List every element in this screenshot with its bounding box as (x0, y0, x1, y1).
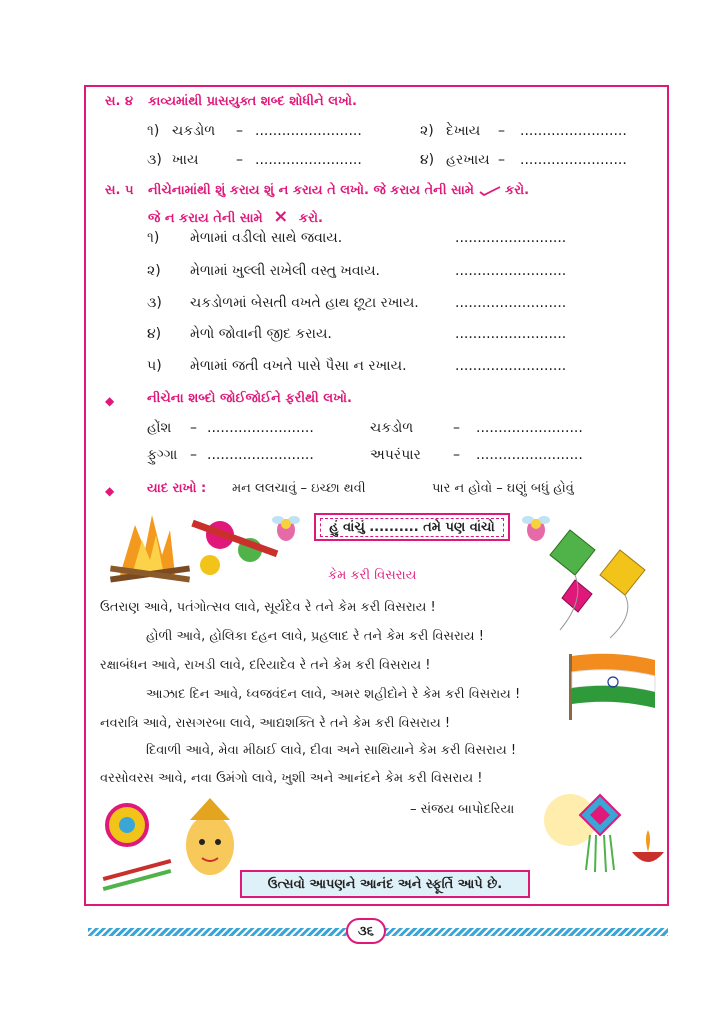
q5-item-2-num: ૨) (147, 263, 161, 279)
q4-label: સ. ૪ (105, 94, 134, 109)
q5-item-3-num: ૩) (147, 295, 162, 311)
q5-item-2-blank[interactable]: ......................... (455, 263, 567, 279)
read-banner-text: હું વાંચું .......... તમે પણ વાંચો (320, 518, 503, 537)
q4-item-3-dash: – (236, 152, 243, 168)
copy-bullet-icon: ◆ (105, 394, 115, 408)
copy-word-2-dash: – (453, 420, 460, 436)
q5-question-line2 (148, 206, 323, 227)
poem-line-1: ઉતરાણ આવે, પતંગોત્સવ લાવે, સૂર્યદેવ રે તને કેમ કરી વિસરાય ! (100, 600, 436, 615)
diwali-lantern-illustration (540, 780, 666, 884)
q5-question-line1-text: નીચેનામાંથી શું કરાય શું ન કરાય તે લખો. જે કરાય તેની સામે (148, 183, 474, 198)
poem-line-3: રક્ષાબંધન આવે, રાખડી લાવે, દરિયાદેવ રે તને કેમ કરી વિસરાય ! (100, 658, 431, 673)
copy-word-3: ફુગ્ગા (147, 447, 178, 463)
q5-item-4-blank[interactable]: ......................... (455, 326, 567, 342)
copy-word-4: અપરંપાર (370, 447, 421, 463)
q4-item-4-blank[interactable]: ........................ (520, 152, 627, 168)
q4-item-4-num: ૪) (420, 152, 435, 168)
q4-item-3-word: ખાય (172, 152, 199, 168)
q5-item-1-blank[interactable]: ......................... (455, 230, 567, 246)
q5-question-line1-end: કરો. (505, 183, 530, 198)
remember-label: યાદ રાખો : (147, 481, 207, 496)
tick-icon (479, 186, 501, 196)
q4-item-2-blank[interactable]: ........................ (520, 123, 627, 139)
indian-flag-illustration (563, 650, 663, 722)
q4-item-3-num: ૩) (147, 152, 162, 168)
read-banner (302, 513, 522, 543)
q5-question-line2-text: જે ન કરાય તેની સામે (148, 211, 263, 226)
q4-item-1-word: ચકડોળ (172, 123, 216, 139)
copy-words-heading: નીચેના શબ્દો જોઈજોઈને ફરીથી લખો. (147, 391, 352, 406)
remember-phrase-1: મન લલચાવું – ઇચ્છા થવી (232, 481, 366, 496)
poem-line-4: આઝાદ દિન આવે, ધ્વજવંદન લાવે, અમર શહીદોને રે કેમ કરી વિસરાય ! (146, 687, 521, 702)
cross-icon: × (273, 206, 289, 227)
q5-item-1-num: ૧) (147, 230, 160, 246)
q4-question: કાવ્યમાંથી પ્રાસયુક્ત શબ્દ શોધીને લખો. (148, 94, 357, 109)
q5-item-4-num: ૪) (147, 326, 162, 342)
copy-word-1-dash: – (190, 420, 197, 436)
q5-question-line1 (148, 183, 529, 198)
q5-item-3-text: ચકડોળમાં બેસતી વખતે હાથ છૂટા રખાય. (190, 295, 419, 311)
q5-item-5-blank[interactable]: ......................... (455, 358, 567, 374)
poem-title: કેમ કરી વિસરાય (328, 568, 417, 583)
q4-item-1-blank[interactable]: ........................ (255, 123, 362, 139)
poem-line-2: હોળી આવે, હોલિકા દહન લાવે, પ્રહલાદ રે તને કેમ કરી વિસરાય ! (146, 629, 484, 644)
copy-word-1-blank[interactable]: ........................ (207, 420, 314, 436)
poem-author: – સંજય બાપોદરિયા (410, 802, 515, 817)
kites-illustration (540, 520, 668, 640)
poem-line-6: દિવાળી આવે, મેવા મીઠાઈ લાવે, દીવા અને સાથિયાને કેમ કરી વિસરાય ! (146, 743, 517, 758)
copy-word-4-dash: – (453, 447, 460, 463)
bee-icon-left (268, 510, 304, 546)
q4-item-1-num: ૧) (147, 123, 160, 139)
q5-question-line2-end: કરો. (298, 211, 323, 226)
copy-word-1: હોંશ (147, 420, 172, 436)
q4-item-3-blank[interactable]: ........................ (255, 152, 362, 168)
q5-label: સ. ૫ (105, 183, 134, 198)
q5-item-5-num: ૫) (147, 358, 162, 374)
footer-message: ઉત્સવો આપણને આનંદ અને સ્ફૂર્તિ આપે છે. (267, 876, 503, 892)
copy-word-3-blank[interactable]: ........................ (207, 447, 314, 463)
poem-line-5: નવરાત્રિ આવે, રાસગરબા લાવે, આદ્યશક્તિ રે તને કેમ કરી વિસરાય ! (100, 716, 451, 731)
q5-item-5-text: મેળામાં જતી વખતે પાસે પૈસા ન રખાય. (190, 358, 407, 374)
rakhi-goddess-illustration (92, 790, 252, 894)
remember-bullet-icon: ◆ (105, 484, 115, 498)
q5-item-2-text: મેળામાં ખુલ્લી રાખેલી વસ્તુ ખવાય. (190, 263, 380, 279)
q5-item-3-blank[interactable]: ......................... (455, 295, 567, 311)
copy-word-2: ચકડોળ (370, 420, 414, 436)
q5-item-1-text: મેળામાં વડીલો સાથે જવાય. (190, 230, 343, 246)
footer-message-box (240, 870, 530, 898)
copy-word-3-dash: – (190, 447, 197, 463)
copy-word-4-blank[interactable]: ........................ (476, 447, 583, 463)
page-number: ૩૬ (346, 918, 386, 944)
q4-item-2-word: દેખાય (446, 123, 481, 139)
q4-item-1-dash: – (236, 123, 243, 139)
q5-item-4-text: મેળો જોવાની જીદ કરાય. (190, 326, 332, 342)
q4-item-2-dash: – (498, 123, 505, 139)
holi-bonfire-illustration (90, 505, 290, 585)
remember-phrase-2: પાર ન હોવો – ઘણું બધું હોવું (432, 481, 574, 496)
q4-item-4-dash: – (498, 152, 505, 168)
q4-item-2-num: ૨) (420, 123, 434, 139)
copy-word-2-blank[interactable]: ........................ (476, 420, 583, 436)
poem-line-7: વરસોવરસ આવે, નવા ઉમંગો લાવે, ખુશી અને આનંદને કેમ કરી વિસરાય ! (100, 771, 483, 786)
q4-item-4-word: હરખાય (446, 152, 490, 168)
